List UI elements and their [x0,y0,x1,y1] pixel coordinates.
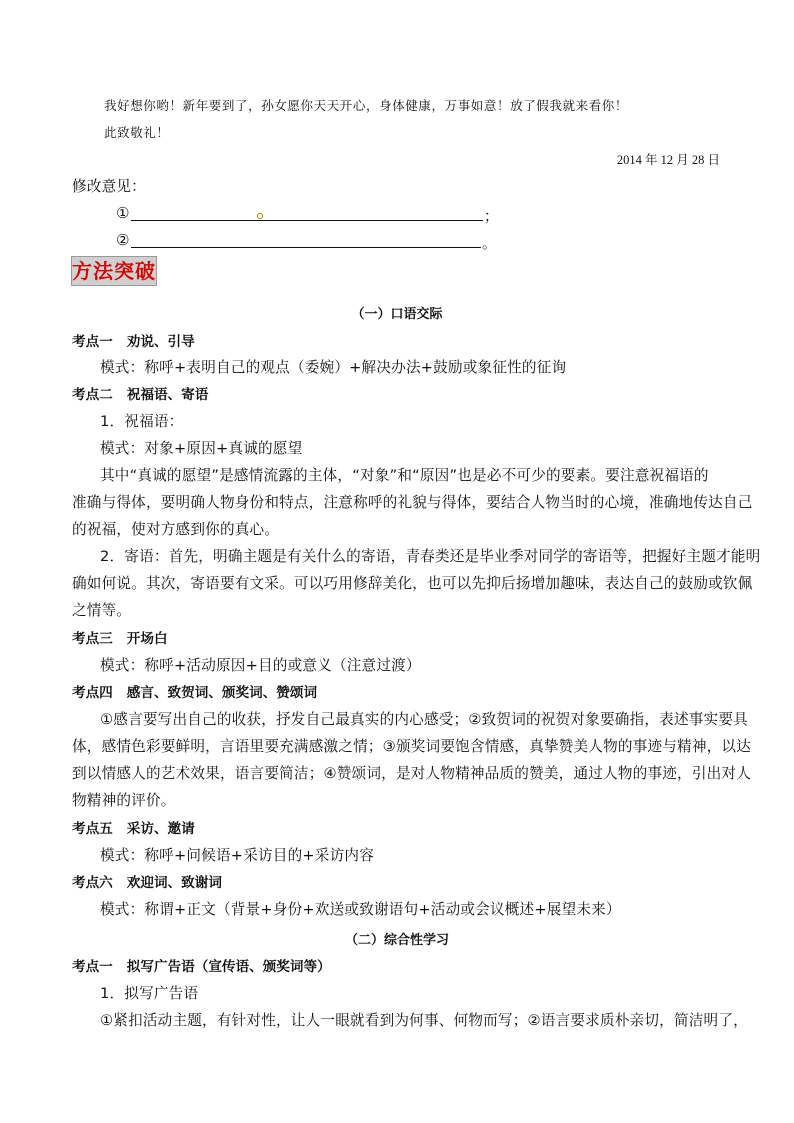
cursor-mark-icon [257,213,263,219]
kaodian-1-mode: 模式：称呼+表明自己的观点（委婉）+解决办法+鼓励或象征性的征询 [100,359,567,376]
kaodian-title: 拟写广告语（宣传语、颁奖词等） [126,959,331,975]
section-2-kaodian-1-heading [72,955,331,975]
kaodian-tag: 考点四 [72,685,113,701]
revision-blank-1[interactable] [131,219,483,221]
blessing-paragraph-line: 其中“真诚的愿望”是感情流露的主体，“对象”和“原因”也是必不可少的要素。要注意祝福语的 [100,467,709,484]
kaodian-5-heading [72,817,195,837]
message-paragraph-line: 之情等。 [72,602,132,619]
kaodian-4-heading [72,681,317,701]
blessing-paragraph-line: 的祝福，使对方感到你的真心。 [72,521,280,538]
kaodian-4-paragraph-line: 物精神的评价。 [72,792,176,809]
section-2-title: （二）综合性学习 [344,933,449,948]
letter-date: 2014 年 12 月 28 日 [616,153,720,167]
revision-blank-2[interactable] [131,246,481,248]
blessing-mode: 模式：对象+原因+真诚的愿望 [100,440,303,457]
kaodian-tag: 考点五 [72,821,113,837]
kaodian-title: 欢迎词、致谢词 [126,875,222,891]
kaodian-4-paragraph-line: 体，感情色彩要鲜明，言语里要充满感激之情；③颁奖词要饱含情感，真挚赞美人物的事迹与精神，以达 [72,738,752,755]
kaodian-2-heading [72,383,208,403]
kaodian-title: 开场白 [126,631,168,647]
message-paragraph-line: 确如何说。其次，寄语要有文采。可以巧用修辞美化，也可以先抑后扬增加趣味，表达自己的鼓励或钦佩 [72,575,753,592]
blessing-paragraph-line: 准确与得体，要明确人物身份和特点，注意称呼的礼貌与得体，要结合人物当时的心境，准确地传达自己 [72,494,753,511]
kaodian-tag: 考点一 [72,959,113,975]
kaodian-5-mode: 模式：称呼+问候语+采访目的+采访内容 [100,847,374,864]
kaodian-title: 祝福语、寄语 [126,387,209,403]
letter-line-1: 我好想你哟！新年要到了，孙女愿你天天开心，身体健康，万事如意！放了假我就来看你！ [104,98,629,113]
method-badge-label: 方法突破 [72,259,156,283]
kaodian-4-paragraph-line: 到以情感人的艺术效果，语言要简洁；④赞颂词，是对人物精神品质的赞美，通过人物的事迹，引出对人 [72,765,752,782]
letter-closing: 此致敬礼！ [104,125,170,140]
revision-item-1-marker: ① [116,204,130,222]
section-1-title: （一）口语交际 [351,307,443,322]
message-paragraph-line: 2．寄语：首先，明确主题是有关什么的寄语，青春类还是毕业季对同学的寄语等，把握好主题才能明 [100,548,761,565]
kaodian-3-mode: 模式：称呼+活动原因+目的或意义（注意过渡） [100,657,421,674]
revision-label: 修改意见： [72,178,146,195]
kaodian-1-heading [72,330,195,350]
kaodian-tag: 考点二 [72,387,113,403]
ad-subheading: 1．拟写广告语 [100,985,199,1002]
kaodian-6-mode: 模式：称谓+正文（背景+身份+欢送或致谢语句+活动或会议概述+展望未来） [100,901,621,918]
kaodian-tag: 考点三 [72,631,113,647]
kaodian-title: 劝说、引导 [126,334,195,350]
revision-item-2-marker: ② [116,231,130,249]
revision-item-1-end: ； [484,208,499,225]
ad-paragraph-line: ①紧扣活动主题，有针对性，让人一眼就看到为何事、何物而写；②语言要求质朴亲切，简洁明了， [100,1012,748,1029]
kaodian-tag: 考点六 [72,875,113,891]
method-breakthrough-badge [71,256,157,286]
kaodian-tag: 考点一 [72,334,113,350]
kaodian-title: 采访、邀请 [126,821,195,837]
kaodian-title: 感言、致贺词、颁奖词、赞颂词 [126,685,318,701]
revision-item-2-end: 。 [482,235,497,252]
kaodian-3-heading [72,627,168,647]
kaodian-6-heading [72,871,222,891]
blessing-subheading: 1．祝福语： [100,413,184,430]
kaodian-4-paragraph-line: ①感言要写出自己的收获，抒发自己最真实的内心感受；②致贺词的祝贺对象要确指，表述事实要具 [100,711,748,728]
